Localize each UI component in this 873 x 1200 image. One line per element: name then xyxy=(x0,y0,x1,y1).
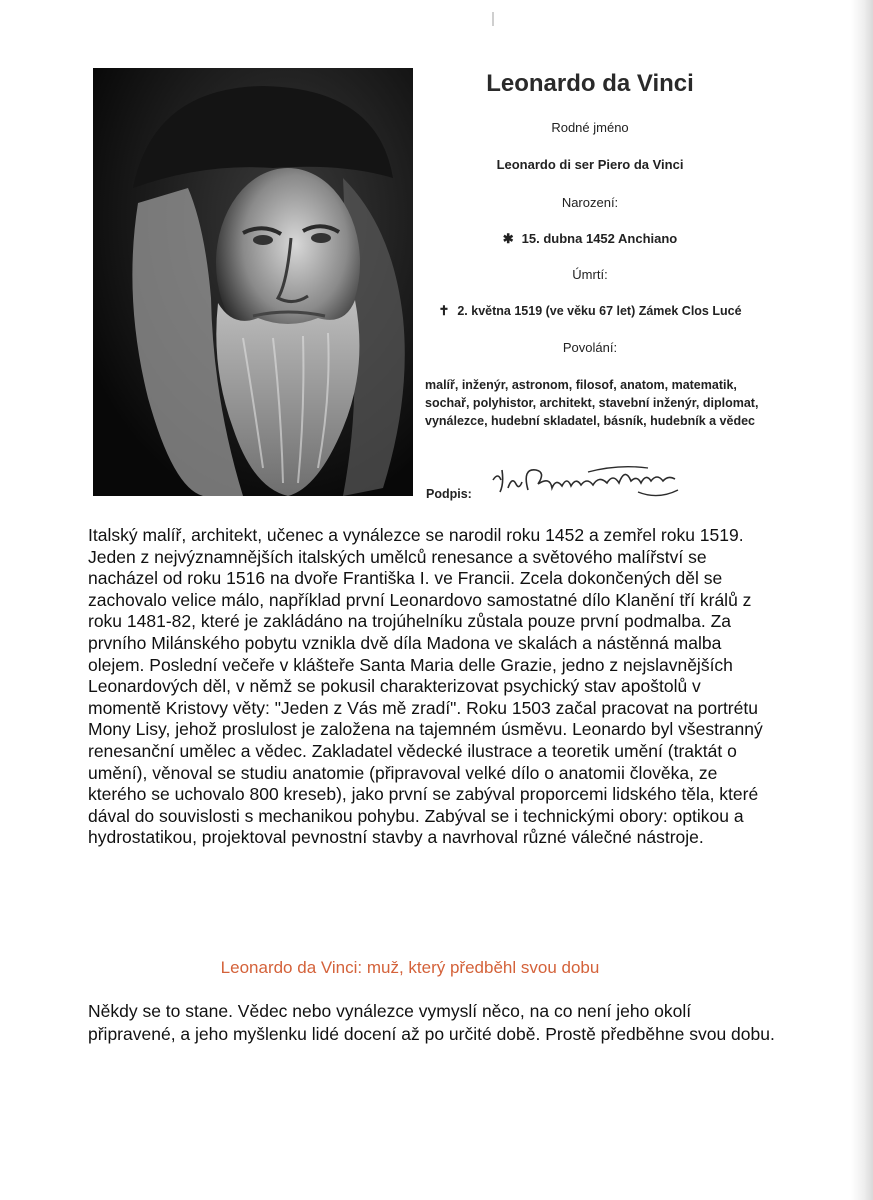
portrait-icon xyxy=(93,68,413,496)
section-subtitle: Leonardo da Vinci: muž, který předběhl svou dobu xyxy=(220,958,600,977)
scan-speck xyxy=(492,12,494,26)
occupation-value: malíř, inženýr, astronom, filosof, anatom, matematik, sochař, polyhistor, architekt, stavební inženýr, diplomat, vynálezce, hudební skladatel, básník, hudebník a vědec xyxy=(425,378,759,428)
portrait-image xyxy=(93,68,413,496)
birth-star-icon: ✱ xyxy=(502,231,514,246)
birth-value: 15. dubna 1452 Anchiano xyxy=(521,231,678,246)
occupation-label: Povolání: xyxy=(562,340,618,355)
biography-paragraph: Italský malíř, architekt, učenec a vynálezce se narodil roku 1452 a zemřel roku 1519. Jeden z nejvýznamnějších italských umělců renesance a světového malířství se nacházel od roku 1516 na dvoře Františka I. ve Francii. Zcela dokončených děl se zachovalo velice málo, například první Leonardovo samostatné dílo Klanění tří králů z roku 1481-82, které je zakládáno na trojúhelníku zůstala pouze první podmalba. Za prvního Milánského pobytu vznikla dvě díla Madona ve skalách a nástěnná malba olejem. Poslední večeře v klášteře Santa Maria delle Grazie, jedno z nejslavnějších Leonardových děl, v němž se pokusil charakterizovat psychický stav apoštolů v momentě Kristovy věty: "Jeden z Vás mě zradí". Roku 1503 začal pracovat na portrétu Mony Lisy, jehož proslulost je založena na tajemném úsměvu. Leonardo byl všestranný renesanční umělec a vědec. Zakladatel vědecké ilustrace a teoretik umění (traktát o umění), věnoval se studiu anatomie (připravoval velké dílo o anatomii člověka, ze kterého se uchovalo 800 kreseb), jako první se zabýval proporcemi lidského těla, které dával do souvislosti s mechanikou pohybu. Zabýval se i technickými obory: optikou a hydrostatikou, projektoval pevnostní stavby a navrhoval různé válečné nástroje. xyxy=(88,525,763,848)
signature-image xyxy=(488,460,718,510)
scan-edge-shadow xyxy=(851,0,873,1200)
birth-value-row xyxy=(420,231,760,247)
birth-label: Narození: xyxy=(561,195,619,210)
death-value: 2. května 1519 (ve věku 67 let) Zámek Clos Lucé xyxy=(457,304,742,318)
birth-name-value: Leonardo di ser Piero da Vinci xyxy=(496,157,684,172)
signature-label: Podpis: xyxy=(426,487,472,501)
intro-paragraph: Někdy se to stane. Vědec nebo vynálezce vymyslí něco, na co není jeho okolí připravené, a jeho myšlenku lidé docení až po určité době. Prostě předběhne svou dobu. xyxy=(88,1001,775,1044)
death-value-row xyxy=(420,303,760,319)
signature-icon xyxy=(488,460,718,505)
death-label: Úmrtí: xyxy=(572,267,608,282)
page-title: Leonardo da Vinci xyxy=(486,70,694,97)
death-cross-icon: ✝ xyxy=(438,303,450,318)
birth-name-label: Rodné jméno xyxy=(551,120,629,135)
